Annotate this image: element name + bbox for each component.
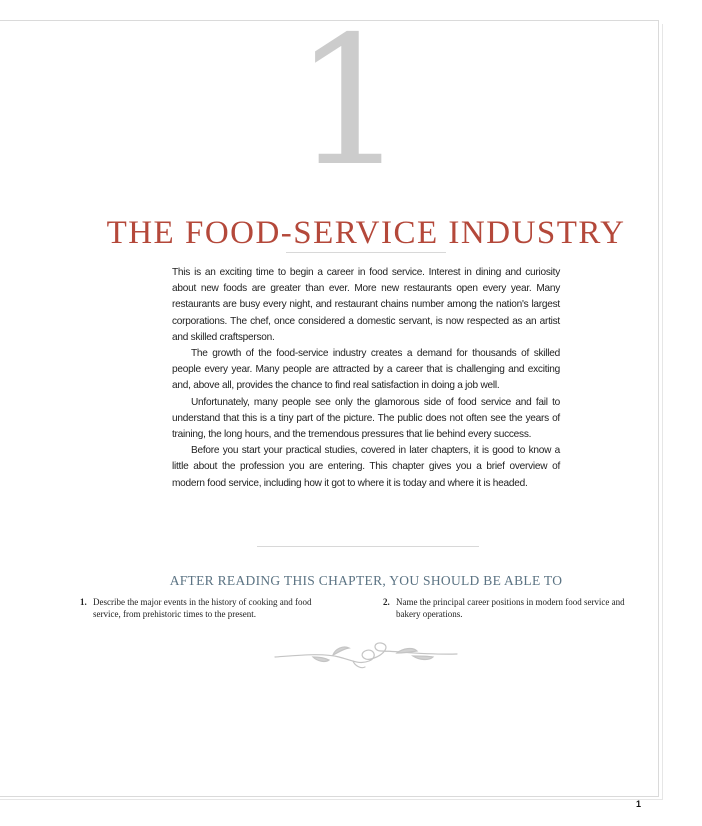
intro-paragraph: This is an exciting time to begin a career in food service. Interest in dining and curiosity about new foods are greater than ever. More new restaurants open every year. Many restaurants are busy every night, and restaurant chains number among the nation's largest corporations. The chef, once considered a domestic servant, is now respected as an artist and skilled craftsperson. bbox=[172, 267, 560, 343]
objectives-heading: AFTER READING THIS CHAPTER, YOU SHOULD BE ABLE TO bbox=[169, 573, 563, 588]
title-divider bbox=[286, 252, 446, 253]
chapter-introduction bbox=[172, 265, 560, 492]
objective-text: Describe the major events in the history of cooking and food service, from prehistoric times to the present. bbox=[93, 597, 312, 619]
objective-text: Name the principal career positions in modern food service and bakery operations. bbox=[396, 597, 625, 619]
intro-paragraph: Unfortunately, many people see only the glamorous side of food service and fail to understand that this is a tiny part of the picture. The public does not often see the years of training, the long hours, and the tremendous pressures that lie behind every success. bbox=[172, 396, 560, 441]
intro-paragraph: The growth of the food-service industry creates a demand for thousands of skilled people every year. Many people are attracted by a career that is challenging and exciting and, above all, provides the chance to find real satisfaction in doing a job well. bbox=[172, 348, 560, 392]
objective-item bbox=[383, 596, 648, 620]
objective-number: 1. bbox=[80, 597, 87, 607]
chapter-title: THE FOOD-SERVICE INDUSTRY bbox=[106, 215, 626, 251]
objective-item bbox=[80, 596, 330, 620]
section-divider bbox=[257, 546, 479, 547]
flourish-ornament-icon bbox=[273, 639, 459, 673]
page-number: 1 bbox=[636, 799, 642, 809]
objective-number: 2. bbox=[383, 597, 390, 607]
chapter-number: 1 bbox=[293, 0, 407, 205]
intro-paragraph: Before you start your practical studies, covered in later chapters, it is good to know a little about the profession you are entering. This chapter gives you a brief overview of modern food service, including how it got to where it is today and where it is headed. bbox=[172, 445, 560, 489]
